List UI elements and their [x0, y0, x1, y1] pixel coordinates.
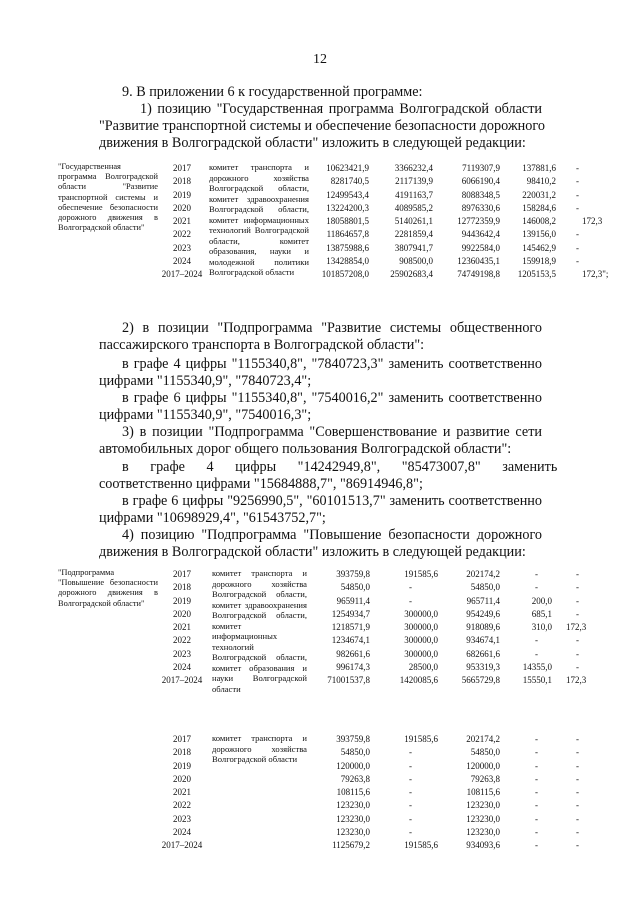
regional-budget-column: 7119307,9 6066190,4 8088348,5 8976330,6 12772359,9 9443642,4 9922584,0 12360435,1 74749198,8	[457, 163, 500, 280]
executor-cell: комитет транспорта и дорожного хозяйства Волгоградской области, комитет здравоохранения Волгоградской области, комитет информационных технологий Волгоградской области, комитет образования, науки и молодежной политики Волгоградской области	[209, 162, 309, 277]
state-program-table	[0, 160, 640, 320]
year-column: 2017 2018 2019 2020 2021 2022 2023 2024 2017–2024	[161, 569, 203, 686]
road-safety-subprogram-table	[0, 566, 640, 726]
item-4-line-2: движения в Волгоградской области" изложить в следующей редакции:	[99, 544, 526, 560]
road-safety-label: "Подпрограмма "Повышение безопасности дорожного движения в Волгоградской области"	[58, 568, 158, 608]
local-budget-column: - - 200,0 685,1 310,0 - - 14355,0 15550,1	[522, 569, 552, 686]
item-2b-line-2: цифрами "1155340,9", "7540016,3";	[99, 407, 312, 423]
extra-budget-column: - - - - 172,3 - - - 172,3";	[576, 163, 609, 280]
item-2-line-2: пассажирского транспорта в Волгоградской области":	[99, 337, 425, 353]
total-funding-column: 393759,8 54850,0 120000,0 79263,8 108115,6 123230,0 123230,0 123230,0 1125679,2	[332, 734, 370, 851]
year-column: 2017 2018 2019 2020 2021 2022 2023 2024 2017–2024	[161, 163, 203, 280]
item-2b-line-1: в графе 6 цифры "1155340,8", "7540016,2" заменить соответственно	[122, 390, 542, 406]
item-9-1-line-1: 1) позицию "Государственная программа Волгоградской области	[140, 101, 542, 117]
transport-committee-table	[0, 731, 640, 861]
item-3-line-1: 3) в позиции "Подпрограмма "Совершенствование и развитие сети	[122, 424, 542, 440]
item-3-line-2: автомобильных дорог общего пользования Волгоградской области":	[99, 441, 512, 457]
regional-budget-column: 202174,2 54850,0 965711,4 954249,6 918089,6 934674,1 682661,6 953319,3 5665729,8	[461, 569, 500, 686]
item-2a-line-1: в графе 4 цифры "1155340,8", "7840723,3" заменить соответственно	[122, 356, 542, 372]
state-program-label: "Государственная программа Волгоградской области "Развитие транспортной системы и обеспечение безопасности дорожного движения в Волгоградской области"	[58, 162, 158, 233]
local-budget-column: - - - - - - - - -	[535, 734, 538, 851]
item-3b-line-1: в графе 6 цифры "9256990,5", "60101513,7" заменить соответственно	[122, 493, 542, 509]
total-funding-column: 10623421,9 8281740,5 12499543,4 13224200,3 18058801,5 11864657,8 13875988,6 13428854,0 101857208,0	[321, 163, 369, 280]
item-2-line-1: 2) в позиции "Подпрограмма "Развитие системы общественного	[122, 320, 542, 336]
executor-cell: комитет транспорта и дорожного хозяйства Волгоградской области, комитет здравоохранения Волгоградской области, комитет информационных технологий Волгоградской области, комитет образования и науки Волгоградской области	[212, 568, 307, 694]
total-funding-column: 393759,8 54850,0 965911,4 1254934,7 1218571,9 1234674,1 982661,6 996174,3 71001537,8	[327, 569, 370, 686]
extra-budget-column: - - - - 172,3 - - - 172,3	[566, 569, 587, 686]
extra-budget-column: - - - - - - - - -	[576, 734, 579, 851]
item-3b-line-2: цифрами "10698929,4", "61543752,7";	[99, 510, 326, 526]
item-2a-line-2: цифрами "1155340,9", "7840723,4";	[99, 373, 312, 389]
item-9-heading: 9. В приложении 6 к государственной программе:	[122, 84, 423, 100]
page-number: 12	[313, 52, 327, 67]
year-column: 2017 2018 2019 2020 2021 2022 2023 2024 2017–2024	[161, 734, 203, 851]
federal-budget-column: 191585,6 - - - - - - - 191585,6	[404, 734, 438, 851]
federal-budget-column: 191585,6 - - 300000,0 300000,0 300000,0 300000,0 28500,0 1420085,6	[399, 569, 438, 686]
item-4-line-1: 4) позицию "Подпрограмма "Повышение безопасности дорожного	[122, 527, 542, 543]
regional-budget-column: 202174,2 54850,0 120000,0 79263,8 108115,6 123230,0 123230,0 123230,0 934093,6	[466, 734, 500, 851]
item-3a-line-1: в графе 4 цифры "14242949,8", "85473007,8" заменить	[122, 459, 558, 475]
local-budget-column: 137881,6 98410,2 220031,2 158284,6 146008,2 139156,0 145462,9 159918,9 1205153,5	[517, 163, 556, 280]
item-3a-line-2: соответственно цифрами "15684888,7", "86914946,8";	[99, 476, 423, 492]
item-9-1-line-2: "Развитие транспортной системы и обеспечение безопасности дорожного	[99, 118, 545, 134]
item-9-1-line-3: движения в Волгоградской области" изложить в следующей редакции:	[99, 135, 526, 151]
federal-budget-column: 3366232,4 2117139,9 4191163,7 4089585,2 5140261,1 2281859,4 3807941,7 908500,0 25902683,4	[390, 163, 433, 280]
executor-cell: комитет транспорта и дорожного хозяйства Волгоградской области	[212, 733, 307, 764]
